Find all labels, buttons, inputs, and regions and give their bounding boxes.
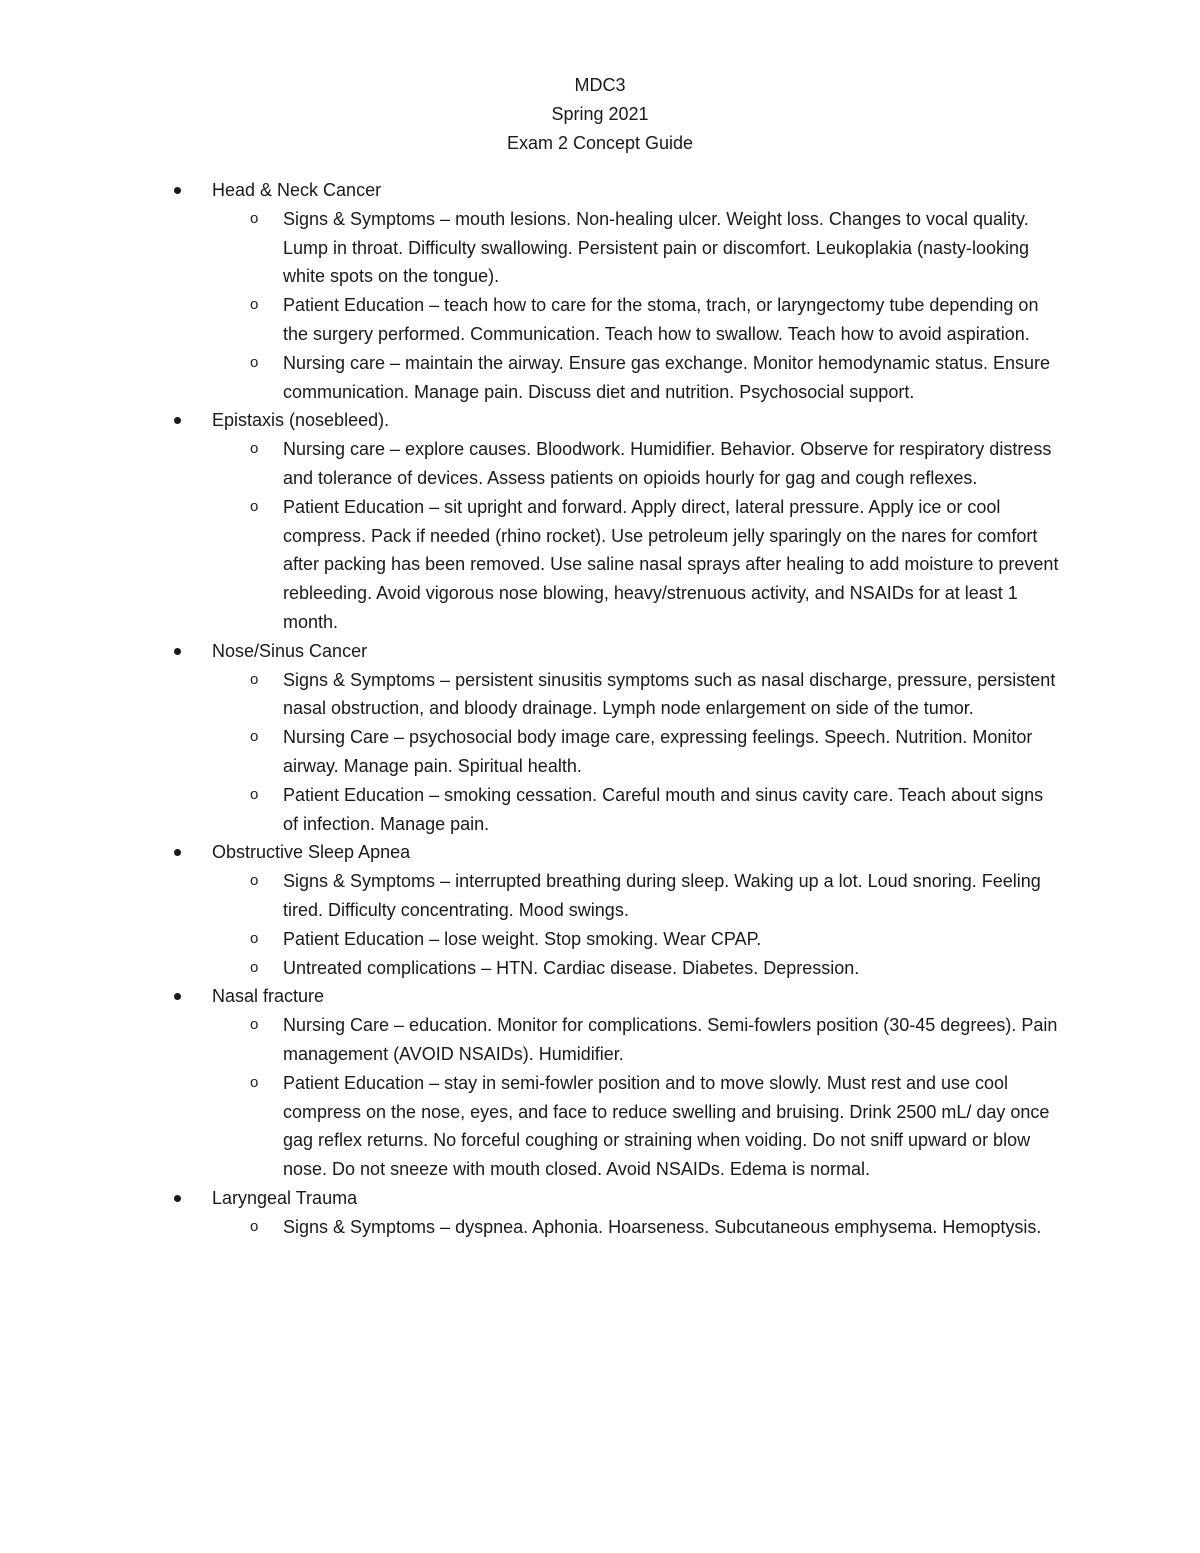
topic-section <box>0 637 1200 839</box>
sub-item <box>0 291 1063 349</box>
concept-list <box>0 176 1200 1241</box>
sub-bullet-marker: o <box>250 353 259 371</box>
sub-item-text: Signs & Symptoms – interrupted breathing during sleep. Waking up a lot. Loud snoring. Feeling tired. Difficulty concentrating. Mood swings. <box>283 871 1041 920</box>
sub-item-text: Nursing Care – education. Monitor for complications. Semi-fowlers position (30-45 degrees). Pain management (AVOID NSAIDs). Humidifier. <box>283 1015 1058 1064</box>
sub-bullet-marker: o <box>250 497 259 515</box>
sub-item <box>0 435 1063 493</box>
sub-item <box>0 205 1063 291</box>
sub-item <box>0 781 1063 839</box>
sub-bullet-marker: o <box>250 670 259 688</box>
sub-item-text: Patient Education – stay in semi-fowler position and to move slowly. Must rest and use cool compress on the nose, eyes, and face to reduce swelling and bruising. Drink 2500 mL/ day once gag reflex returns. No forceful coughing or straining when voiding. Do not sniff upward or blow nose. Do not sneeze with mouth closed. Avoid NSAIDs. Edema is normal. <box>283 1072 1050 1180</box>
sub-item-text: Patient Education – teach how to care for the stoma, trach, or laryngectomy tube depending on the surgery performed. Communication. Teach how to swallow. Teach how to avoid aspiration. <box>283 295 1039 344</box>
term: Spring 2021 <box>551 104 649 124</box>
sub-item <box>0 1011 1063 1069</box>
sub-bullet-marker: o <box>250 785 259 803</box>
topic-title: Laryngeal Trauma <box>212 1187 358 1208</box>
sub-bullet-marker: o <box>250 1016 259 1034</box>
sub-item <box>0 1213 1063 1242</box>
sub-bullet-marker: o <box>250 209 259 227</box>
bullet-dot-icon <box>174 993 181 1000</box>
sub-bullet-marker: o <box>250 296 259 314</box>
topic-item <box>0 176 1072 205</box>
bullet-dot-icon <box>174 648 181 655</box>
bullet-dot-icon <box>174 849 181 856</box>
sub-item-text: Patient Education – lose weight. Stop smoking. Wear CPAP. <box>283 928 762 949</box>
sub-bullet-marker: o <box>250 958 259 976</box>
topic-title: Epistaxis (nosebleed). <box>212 410 390 431</box>
sub-item-text: Untreated complications – HTN. Cardiac disease. Diabetes. Depression. <box>283 957 860 978</box>
topic-item <box>0 406 1072 435</box>
sub-item-text: Nursing Care – psychosocial body image care, expressing feelings. Speech. Nutrition. Monitor airway. Manage pain. Spiritual health. <box>283 727 1033 776</box>
sub-item-text: Signs & Symptoms – mouth lesions. Non-healing ulcer. Weight loss. Changes to vocal quality. Lump in throat. Difficulty swallowing. Persistent pain or discomfort. Leukoplakia (nasty-looking white spots on the tongue). <box>283 208 1030 287</box>
sub-bullet-marker: o <box>250 929 259 947</box>
sub-item <box>0 493 1063 637</box>
sub-item <box>0 666 1063 724</box>
bullet-dot-icon <box>174 187 181 194</box>
sub-bullet-marker: o <box>250 1073 259 1091</box>
topic-item <box>0 982 1072 1011</box>
sub-item <box>0 723 1063 781</box>
topic-section <box>0 1184 1200 1242</box>
topic-title: Nose/Sinus Cancer <box>212 640 368 661</box>
sub-bullet-marker: o <box>250 440 259 458</box>
sub-item <box>0 954 1063 983</box>
topic-section <box>0 176 1200 406</box>
sub-item <box>0 1069 1063 1184</box>
document-title: Exam 2 Concept Guide <box>506 133 694 153</box>
sub-bullet-marker: o <box>250 728 259 746</box>
sub-item-text: Patient Education – sit upright and forward. Apply direct, lateral pressure. Apply ice or cool compress. Pack if needed (rhino rocket). Use petroleum jelly sparingly on the nares for comfort after packing has been removed. Use saline nasal sprays after healing to add moisture to prevent rebleeding. Avoid vigorous nose blowing, heavy/strenuous activity, and NSAIDs for at least 1 month. <box>283 496 1059 632</box>
topic-item <box>0 838 1072 867</box>
topic-item <box>0 637 1072 666</box>
course-name: MDC3 <box>574 75 626 95</box>
bullet-dot-icon <box>174 417 181 424</box>
topic-section <box>0 982 1200 1184</box>
sub-item-text: Nursing care – explore causes. Bloodwork. Humidifier. Behavior. Observe for respiratory distress and tolerance of devices. Assess patients on opioids hourly for gag and cough reflexes. <box>283 439 1052 488</box>
sub-item <box>0 349 1063 407</box>
sub-item-text: Signs & Symptoms – persistent sinusitis symptoms such as nasal discharge, pressure, persistent nasal obstruction, and bloody drainage. Lymph node enlargement on side of the tumor. <box>283 669 1056 719</box>
topic-item <box>0 1184 1072 1213</box>
topic-section <box>0 838 1200 982</box>
sub-item <box>0 867 1063 925</box>
sub-item <box>0 925 1063 954</box>
sub-item-text: Signs & Symptoms – dyspnea. Aphonia. Hoarseness. Subcutaneous emphysema. Hemoptysis. <box>283 1216 1042 1237</box>
sub-item-text: Nursing care – maintain the airway. Ensure gas exchange. Monitor hemodynamic status. Ensure communication. Manage pain. Discuss diet and nutrition. Psychosocial support. <box>283 352 1051 402</box>
topic-title: Obstructive Sleep Apnea <box>212 842 411 863</box>
sub-item-text: Patient Education – smoking cessation. Careful mouth and sinus cavity care. Teach about signs of infection. Manage pain. <box>283 784 1044 834</box>
document-header <box>0 71 1200 158</box>
sub-bullet-marker: o <box>250 872 259 890</box>
bullet-dot-icon <box>174 1195 181 1202</box>
topic-title: Head & Neck Cancer <box>212 180 382 200</box>
topic-title: Nasal fracture <box>212 986 325 1007</box>
topic-section <box>0 406 1200 636</box>
sub-bullet-marker: o <box>250 1217 259 1235</box>
